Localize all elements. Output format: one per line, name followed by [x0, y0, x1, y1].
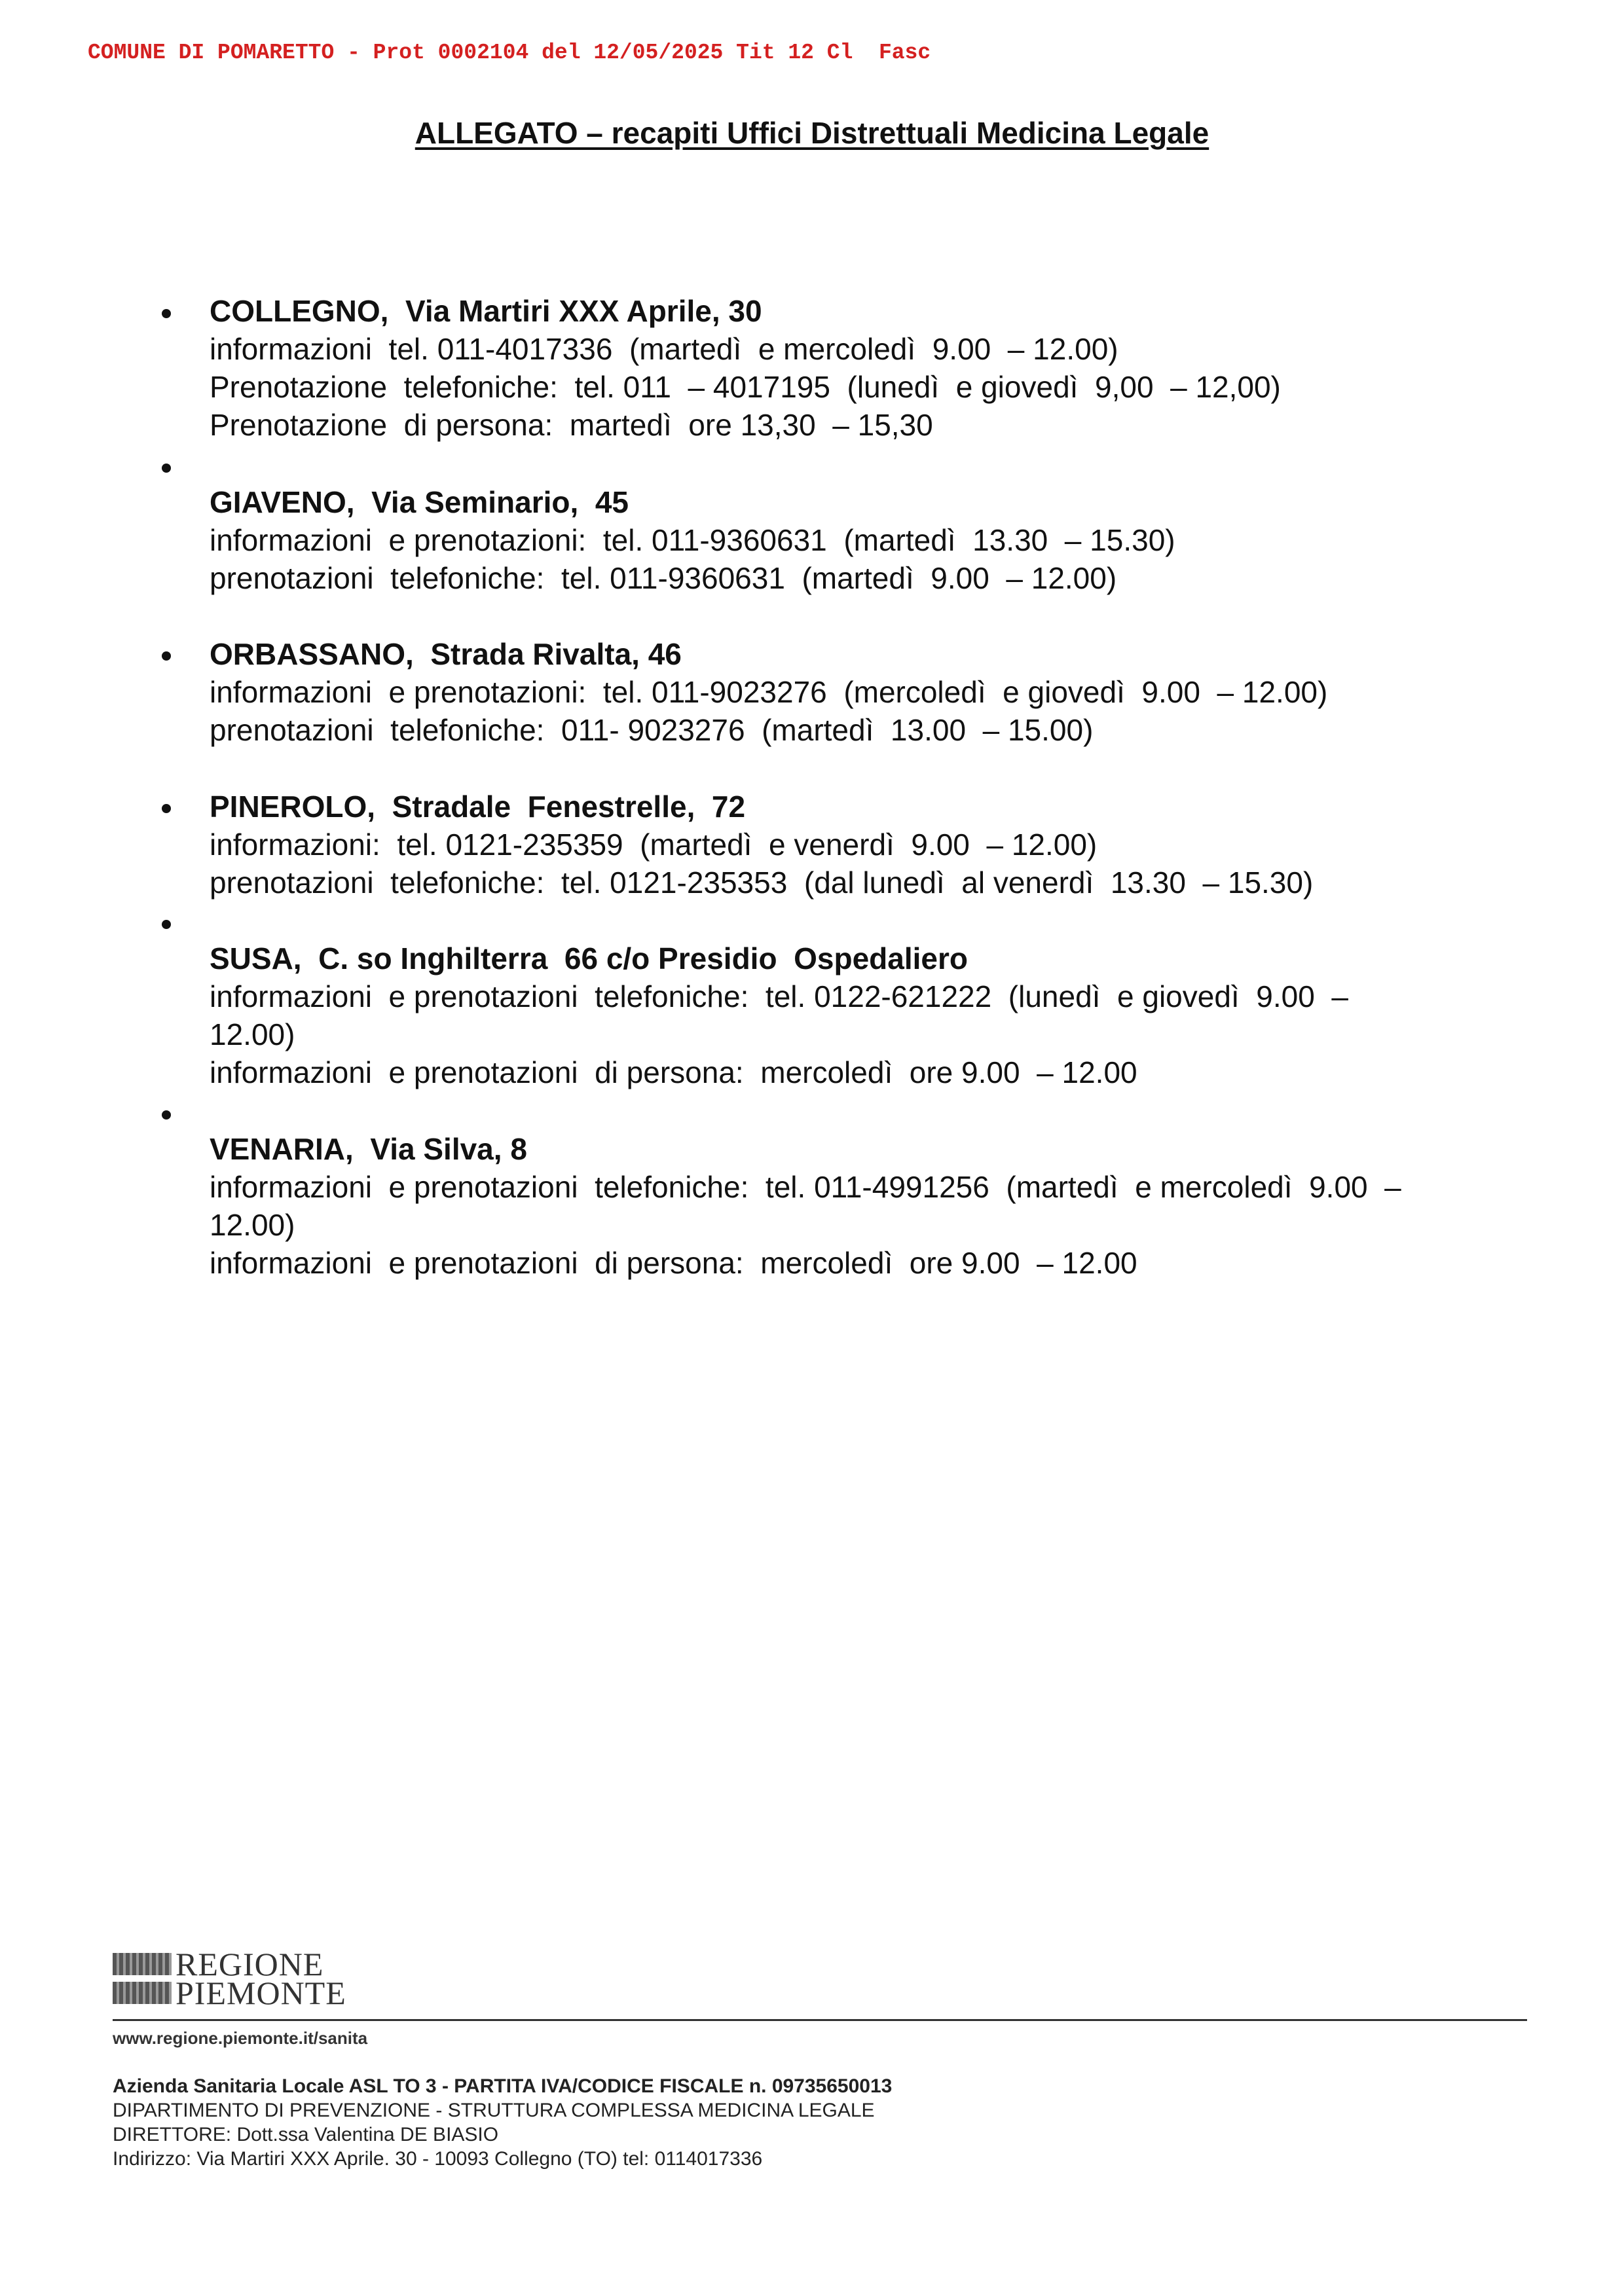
- office-detail: 12.00): [210, 1208, 295, 1242]
- office-entry-giaveno: [210, 483, 1519, 597]
- office-detail: informazioni e prenotazioni: tel. 011-9023276 (mercoledì e giovedì 9.00 – 12.00): [210, 675, 1328, 709]
- office-detail: prenotazioni telefoniche: 011- 9023276 (martedì 13.00 – 15.00): [210, 713, 1094, 747]
- footer-director-line: DIRETTORE: Dott.ssa Valentina DE BIASIO: [113, 2124, 499, 2145]
- footer-divider: [113, 2019, 1527, 2021]
- footer-asl-line: Azienda Sanitaria Locale ASL TO 3 - PARTITA IVA/CODICE FISCALE n. 09735650013: [113, 2075, 893, 2097]
- office-detail: informazioni e prenotazioni di persona: mercoledì ore 9.00 – 12.00: [210, 1055, 1137, 1089]
- bullet: [162, 309, 171, 318]
- office-name: ORBASSANO, Strada Rivalta, 46: [210, 637, 682, 671]
- office-entry-collegno: [210, 292, 1519, 444]
- office-detail: prenotazioni telefoniche: tel. 0121-235353 (dal lunedì al venerdì 13.30 – 15.30): [210, 866, 1314, 900]
- regione-piemonte-logo: [113, 1946, 346, 2011]
- office-entry-orbassano: [210, 635, 1519, 749]
- bullet: [162, 804, 171, 813]
- bullet: [162, 464, 171, 473]
- office-name: SUSA, C. so Inghilterra 66 c/o Presidio Ospedaliero: [210, 941, 968, 975]
- office-name: COLLEGNO, Via Martiri XXX Aprile, 30: [210, 294, 762, 328]
- footer-department-line: DIPARTIMENTO DI PREVENZIONE - STRUTTURA COMPLESSA MEDICINA LEGALE: [113, 2100, 875, 2121]
- office-detail: informazioni e prenotazioni di persona: mercoledì ore 9.00 – 12.00: [210, 1246, 1137, 1280]
- office-detail: informazioni: tel. 0121-235359 (martedì e venerdì 9.00 – 12.00): [210, 828, 1098, 862]
- office-detail: informazioni e prenotazioni telefoniche: tel. 0122-621222 (lunedì e giovedì 9.00 –: [210, 979, 1348, 1013]
- bullet: [162, 920, 171, 929]
- office-detail: prenotazioni telefoniche: tel. 011-9360631 (martedì 9.00 – 12.00): [210, 561, 1117, 595]
- bullet: [162, 651, 171, 661]
- footer-info: [113, 2074, 892, 2171]
- bullet: [162, 1110, 171, 1120]
- office-entry-pinerolo: [210, 788, 1519, 902]
- office-detail: informazioni e prenotazioni telefoniche: tel. 011-4991256 (martedì e mercoledì 9.00 –: [210, 1170, 1401, 1204]
- office-entry-susa: [210, 939, 1519, 1091]
- office-name: GIAVENO, Via Seminario, 45: [210, 485, 629, 519]
- office-name: VENARIA, Via Silva, 8: [210, 1132, 527, 1166]
- footer-url: www.regione.piemonte.it/sanita: [113, 2028, 368, 2048]
- logo-text-regione: REGIONE: [175, 1946, 324, 1982]
- footer-address-line: Indirizzo: Via Martiri XXX Aprile. 30 - 10093 Collegno (TO) tel: 0114017336: [113, 2148, 763, 2170]
- logo-text-piemonte: PIEMONTE: [175, 1975, 346, 2011]
- office-entry-venaria: [210, 1130, 1519, 1282]
- office-detail: Prenotazione di persona: martedì ore 13,30 – 15,30: [210, 408, 933, 442]
- piemonte-emblem-icon: [113, 1982, 172, 2004]
- office-detail: 12.00): [210, 1017, 295, 1051]
- document-title: ALLEGATO – recapiti Uffici Distrettuali Medicina Legale: [415, 116, 1209, 150]
- protocol-stamp: COMUNE DI POMARETTO - Prot 0002104 del 12/05/2025 Tit 12 Cl Fasc: [88, 41, 931, 65]
- office-detail: informazioni e prenotazioni: tel. 011-9360631 (martedì 13.30 – 15.30): [210, 523, 1175, 557]
- office-detail: informazioni tel. 011-4017336 (martedì e mercoledì 9.00 – 12.00): [210, 332, 1118, 366]
- office-name: PINEROLO, Stradale Fenestrelle, 72: [210, 790, 746, 824]
- regione-emblem-icon: [113, 1953, 172, 1975]
- office-detail: Prenotazione telefoniche: tel. 011 – 4017195 (lunedì e giovedì 9,00 – 12,00): [210, 370, 1281, 404]
